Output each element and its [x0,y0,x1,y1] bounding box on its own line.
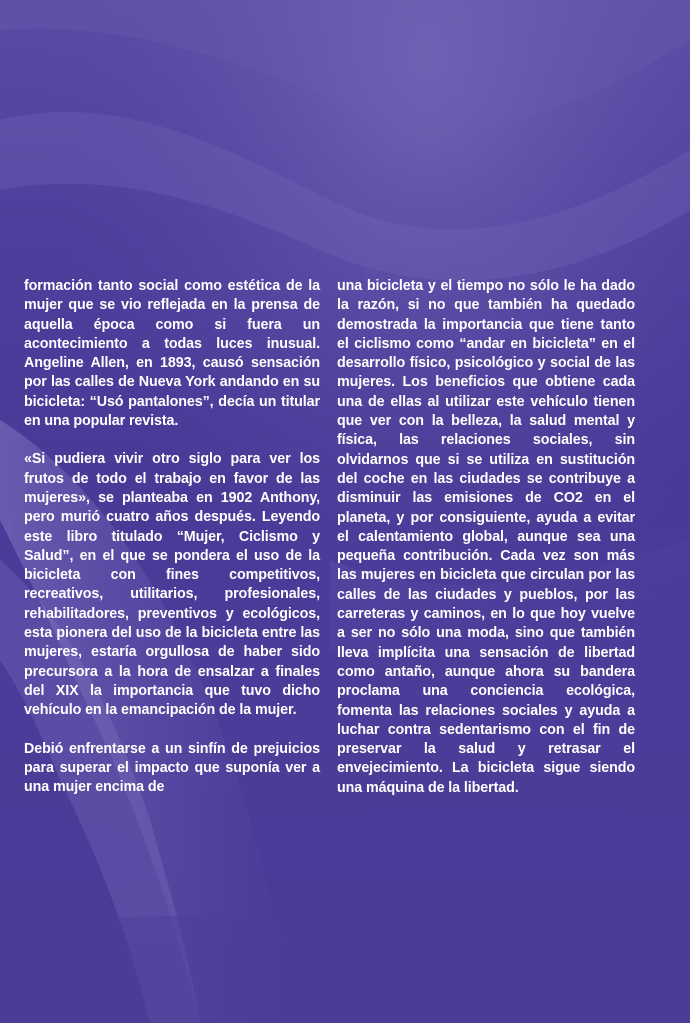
right-paragraph-1: una bicicleta y el tiempo no sólo le ha dado la razón, si no que también ha quedado demostrada la importancia que tiene tanto el ciclismo como “andar en bicicleta” en el desarrollo físico, psicológico y social de las mujeres. Los beneficios que obtiene cada una de ellas al utilizar este vehículo tienen que ver con la belleza, la salud mental y física, las relaciones sociales, sin olvidarnos que si se utiliza en sustitución del coche en las ciudades se contribuye a disminuir las emisiones de CO2 en el planeta, y por consiguiente, ayuda a evitar el calentamiento global, aunque sea una pequeña contribución. Cada vez son más las mujeres en bicicleta que circulan por las calles de las ciudades y pueblos, por las carreteras y caminos, en lo que hoy vuelve a ser no sólo una moda, sino que también lleva implícita una sensación de libertad como antaño, aunque ahora su bandera proclama una conciencia ecológica, fomenta las relaciones sociales y ayuda a luchar contra sedentarismo con el fin de preservar la salud y retrasar el envejecimiento. La bicicleta sigue siendo una máquina de la libertad. [337,278,635,796]
left-column [24,277,320,816]
left-paragraph-2: «Si pudiera vivir otro siglo para ver los frutos de todo el trabajo en favor de las mujeres», se planteaba en 1902 Anthony, pero murió cuatro años después. Leyendo este libro titulado “Mujer, Ciclismo y Salud”, en el que se pondera el uso de la bicicleta con fines competitivos, recreativos, utilitarios, profesionales, rehabilitadores, preventivos y ecológicos, esta pionera del uso de la bicicleta entre las mujeres, estaría orgullosa de haber sido precursora a la hora de ensalzar a finales del XIX la importancia que tuvo dicho vehículo en la emancipación de la mujer. [24,451,320,719]
left-paragraph-1: formación tanto social como estética de la mujer que se vio reflejada en la prensa de aquella época como si fuera un acontecimiento a todas luces inusual. Angeline Allen, en 1893, causó sensación por las calles de Nueva York andando en su bicicleta: “Usó pantalones”, decía un titular en una popular revista. [24,278,320,430]
left-paragraph-3: Debió enfrentarse a un sinfín de prejuicios para superar el impacto que suponía ver a una mujer encima de [24,740,320,796]
right-column [337,277,635,817]
article-columns [24,277,669,897]
